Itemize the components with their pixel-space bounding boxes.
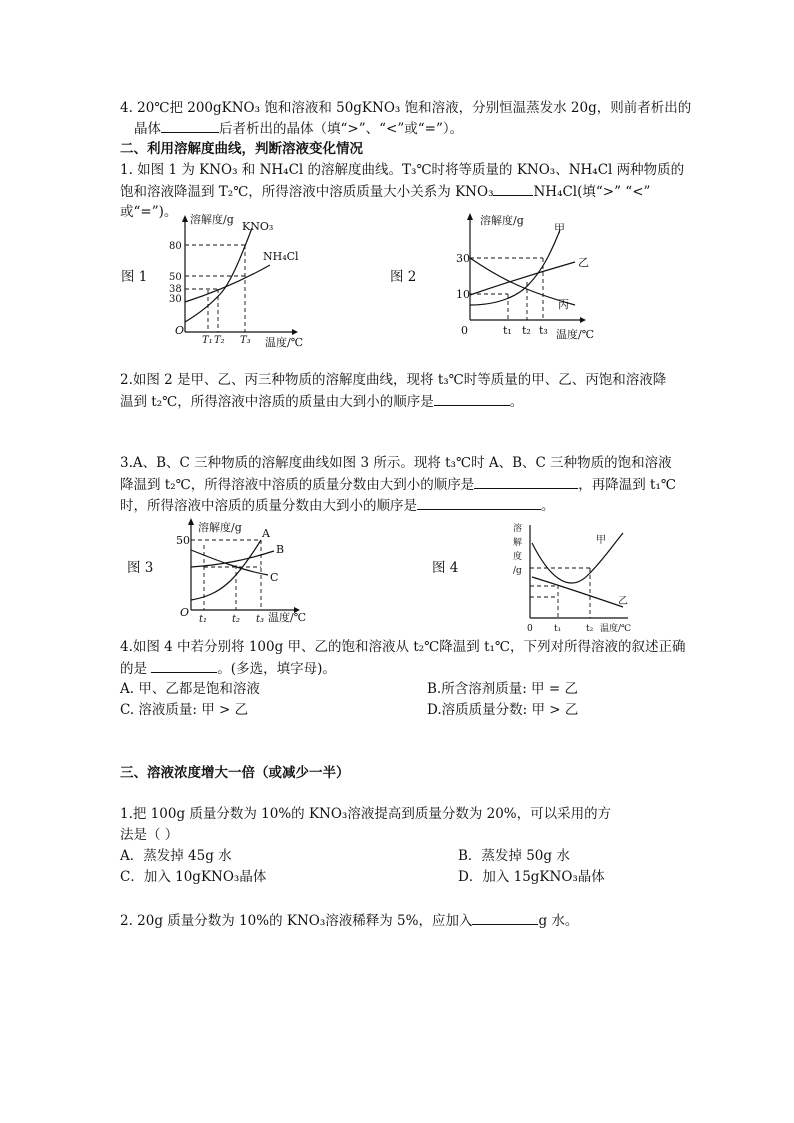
fig1-tick-t3: T₃ [240, 335, 251, 346]
fig3-label: 图 3 [127, 560, 154, 576]
fig4-ylabel-2: 解 [513, 538, 523, 548]
s2-p3-answer-blank-2[interactable] [417, 495, 541, 510]
fig2-x-arrow [580, 317, 586, 323]
s2-p4-line1: 4.如图 4 中若分别将 100g 甲、乙的饱和溶液从 t₂℃降温到 t₁℃，下列对所得溶液的叙述正确 [120, 639, 686, 655]
s3-q1-option-b[interactable]: B．蒸发掉 50g 水 [458, 848, 570, 864]
fig4-tick-t1: t₁ [554, 624, 562, 634]
figure2-solubility-chart [450, 210, 610, 345]
fig2-origin: 0 [461, 324, 468, 337]
fig2-ylabel: 溶解度/g [480, 214, 524, 227]
s2-p4-line2 [120, 658, 336, 679]
fig2-tick-t1: t₁ [503, 324, 512, 337]
fig3-tick-t1: t₁ [199, 614, 208, 625]
fig3-tick-t2: t₂ [232, 614, 241, 625]
s3-q2-text-b: g 水。 [538, 913, 579, 929]
s2-p4-line2-a: 的是 [120, 661, 147, 677]
fig1-tick-t1: T₁ [202, 335, 213, 346]
s3-q2-answer-blank[interactable] [472, 910, 538, 925]
q4-line2-text-b: 后者析出的晶体（填“>”、“<”或“=”）。 [219, 121, 464, 137]
fig2-tick-t3: t₃ [539, 324, 548, 337]
section2-title: 二、利用溶解度曲线，判断溶液变化情况 [120, 141, 363, 157]
fig1-y-arrow [182, 215, 188, 222]
fig2-label: 图 2 [390, 269, 417, 285]
fig4-ylabel-4: /g [513, 566, 522, 576]
figure3-solubility-chart [176, 515, 311, 630]
s3-q1-option-a[interactable]: A．蒸发掉 45g 水 [120, 848, 232, 864]
figure1-solubility-chart [160, 210, 310, 350]
s2-p1-line3: 或“=”)。 [120, 204, 178, 220]
fig4-ylabel-3: 度 [513, 552, 523, 562]
fig1-x-arrow [292, 329, 298, 335]
fig2-series-bing: 丙 [558, 298, 569, 311]
fig1-ylabel: 溶解度/g [190, 213, 234, 226]
fig4-series-jia: 甲 [596, 535, 606, 546]
s2-p4-option-b[interactable]: B.所含溶剂质量: 甲 = 乙 [427, 681, 578, 697]
s3-q2-text-a: 2. 20g 质量分数为 10%的 KNO₃溶液稀释为 5%，应加入 [120, 913, 473, 929]
fig2-series-yi: 乙 [578, 256, 589, 269]
s2-p1-answer-blank[interactable] [493, 181, 533, 196]
fig1-series-kno3: KNO₃ [242, 220, 274, 233]
q4-line1: 4. 20℃把 200gKNO₃ 饱和溶液和 50gKNO₃ 饱和溶液，分别恒温蒸发水 20g，则前者析出的 [120, 100, 692, 116]
s2-p2-answer-blank[interactable] [434, 391, 510, 406]
s2-p2-line2-text: 温到 t₂℃，所得溶液中溶质的质量由大到小的顺序是 [120, 394, 434, 410]
s2-p3-line3 [120, 495, 555, 516]
fig3-curve-b [191, 551, 274, 567]
fig1-series-nh4cl: NH₄Cl [263, 250, 299, 263]
s2-p4-line2-b: 。(多选，填字母)。 [217, 661, 336, 677]
fig4-label: 图 4 [432, 560, 459, 576]
fig3-tick-t3: t₃ [256, 614, 265, 625]
fig4-series-yi: 乙 [618, 596, 628, 607]
s2-p3-answer-blank-1[interactable] [474, 474, 578, 489]
fig1-tick-80: 80 [169, 241, 182, 252]
s2-p3-line3-end: 。 [541, 498, 555, 514]
q4-line2-text-a: 晶体 [134, 121, 161, 137]
fig1-tick-t2: T₂ [214, 335, 225, 346]
fig3-xlabel: 温度/℃ [268, 611, 307, 624]
fig3-tick-50: 50 [176, 534, 190, 547]
fig4-tick-t2: t₂ [586, 624, 594, 634]
s2-p2-line2-end: 。 [509, 394, 524, 410]
s2-p4-answer-blank[interactable] [151, 658, 217, 673]
s3-q2-line [120, 910, 578, 931]
s2-p3-line2-a: 降温到 t₂℃，所得溶液中溶质的质量分数由大到小的顺序是 [120, 477, 475, 493]
fig2-y-arrow [467, 213, 473, 220]
fig2-tick-30: 30 [456, 252, 470, 265]
s2-p1-line2-a: 饱和溶液降温到 T₂℃，所得溶液中溶质质量大小关系为 KNO₃ [120, 184, 494, 200]
fig3-ylabel: 溶解度/g [198, 521, 242, 534]
fig2-tick-10: 10 [456, 288, 470, 301]
fig3-series-c: C [270, 571, 279, 584]
s2-p3-line2 [120, 474, 676, 495]
fig1-origin: O [175, 324, 185, 337]
fig1-label: 图 1 [121, 269, 148, 285]
fig2-series-jia: 甲 [554, 222, 565, 235]
s2-p3-line1: 3.A、B、C 三种物质的溶解度曲线如图 3 所示。现将 t₃℃时 A、B、C 三种物质的饱和溶液 [120, 455, 672, 471]
s2-p1-line1: 1. 如图 1 为 KNO₃ 和 NH₄Cl 的溶解度曲线。T₃℃时将等质量的 KNO₃、NH₄Cl 两种物质的 [120, 162, 685, 178]
s2-p3-line2-b: ，再降温到 t₁℃ [578, 477, 676, 493]
figure4-solubility-chart [508, 515, 648, 635]
fig4-ylabel-1: 溶 [513, 524, 523, 534]
s3-q1-line1: 1.把 100g 质量分数为 10%的 KNO₃溶液提高到质量分数为 20%，可以采用的方 [120, 806, 612, 822]
fig1-tick-50: 50 [169, 272, 182, 283]
fig1-xlabel: 温度/℃ [265, 336, 304, 349]
s2-p3-line3-a: 时，所得溶液中溶质的质量分数由大到小的顺序是 [120, 498, 417, 514]
fig4-curve-jia [532, 533, 623, 583]
fig4-origin: 0 [527, 624, 533, 634]
s2-p4-option-d[interactable]: D.溶质质量分数: 甲 > 乙 [427, 702, 579, 718]
fig2-tick-t2: t₂ [522, 324, 531, 337]
fig3-y-arrow [188, 518, 194, 525]
fig3-series-b: B [276, 543, 285, 556]
s2-p1-line2-b: NH₄Cl(填“>” “<” [533, 184, 651, 200]
s2-p4-option-c[interactable]: C. 溶液质量: 甲 > 乙 [120, 702, 249, 718]
s2-p1-line2 [120, 181, 650, 202]
s3-q1-line2: 法是（ ） [120, 827, 179, 843]
fig1-tick-30: 30 [169, 294, 182, 305]
s2-p4-option-a[interactable]: A. 甲、乙都是饱和溶液 [120, 681, 260, 697]
q4-answer-blank[interactable] [161, 118, 219, 133]
fig1-tick-38: 38 [169, 284, 182, 295]
fig3-series-a: A [262, 527, 270, 540]
s2-p2-line1: 2.如图 2 是甲、乙、丙三种物质的溶解度曲线，现将 t₃℃时等质量的甲、乙、丙饱和溶液降 [120, 372, 667, 388]
q4-line2 [134, 118, 463, 139]
fig4-xlabel: 温度/℃ [600, 624, 632, 634]
section3-title: 三、溶液浓度增大一倍（或减少一半） [120, 765, 350, 781]
s2-p2-line2 [120, 391, 523, 412]
fig1-curve-kno3 [185, 228, 252, 322]
fig3-curve-a [191, 540, 261, 600]
fig3-origin: O [180, 606, 190, 619]
fig2-xlabel: 温度/℃ [556, 328, 595, 341]
s3-q1-option-c[interactable]: C．加入 10gKNO₃晶体 [120, 869, 267, 885]
s3-q1-option-d[interactable]: D．加入 15gKNO₃晶体 [458, 869, 605, 885]
